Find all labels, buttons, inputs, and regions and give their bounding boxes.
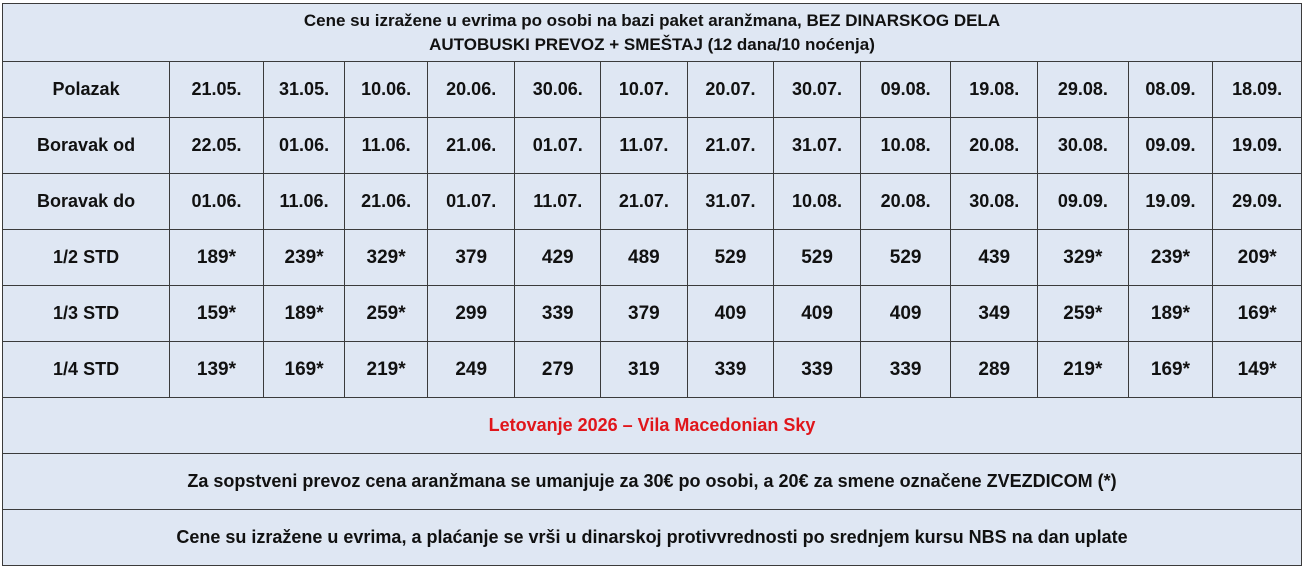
date-cell: 01.07. <box>427 174 515 230</box>
date-cell: 20.08. <box>860 174 951 230</box>
row-std-4 <box>3 342 1302 398</box>
date-cell: 18.09. <box>1213 62 1302 118</box>
row-boravak-od <box>3 118 1302 174</box>
price-cell: 339 <box>860 342 951 398</box>
date-cell: 21.07. <box>601 174 688 230</box>
price-cell: 429 <box>515 230 601 286</box>
price-cell: 489 <box>601 230 688 286</box>
date-cell: 31.07. <box>774 118 861 174</box>
price-cell: 219* <box>1038 342 1129 398</box>
date-cell: 31.07. <box>687 174 774 230</box>
header-line-2: AUTOBUSKI PREVOZ + SMEŠTAJ (12 dana/10 noćenja) <box>429 34 875 54</box>
price-cell: 409 <box>774 286 861 342</box>
date-cell: 01.06. <box>170 174 264 230</box>
price-cell: 159* <box>170 286 264 342</box>
header-line-1: Cene su izražene u evrima po osobi na bazi paket aranžmana, BEZ DINARSKOG DELA <box>303 10 1001 30</box>
date-cell: 10.08. <box>860 118 951 174</box>
date-cell: 11.07. <box>515 174 601 230</box>
date-cell: 20.07. <box>687 62 774 118</box>
price-cell: 379 <box>601 286 688 342</box>
price-cell: 189* <box>170 230 264 286</box>
row-label-std-2: 1/2 STD <box>3 230 170 286</box>
row-title <box>3 398 1302 454</box>
price-cell: 339 <box>515 286 601 342</box>
price-cell: 239* <box>1128 230 1213 286</box>
date-cell: 19.08. <box>951 62 1038 118</box>
table-header <box>3 4 1302 62</box>
price-cell: 169* <box>1128 342 1213 398</box>
date-cell: 30.08. <box>951 174 1038 230</box>
date-cell: 01.07. <box>515 118 601 174</box>
date-cell: 19.09. <box>1213 118 1302 174</box>
date-cell: 19.09. <box>1128 174 1213 230</box>
row-std-2 <box>3 230 1302 286</box>
date-cell: 21.06. <box>345 174 428 230</box>
date-cell: 20.06. <box>427 62 515 118</box>
price-cell: 339 <box>774 342 861 398</box>
row-label-std-3: 1/3 STD <box>3 286 170 342</box>
row-polazak <box>3 62 1302 118</box>
date-cell: 10.06. <box>345 62 428 118</box>
price-cell: 259* <box>1038 286 1129 342</box>
price-cell: 279 <box>515 342 601 398</box>
date-cell: 09.08. <box>860 62 951 118</box>
date-cell: 01.06. <box>263 118 345 174</box>
date-cell: 21.05. <box>170 62 264 118</box>
payment-note: Cene su izražene u evrima, a plaćanje se vrši u dinarskoj protivvrednosti po srednjem kursu NBS na dan uplate <box>3 510 1302 566</box>
price-cell: 249 <box>427 342 515 398</box>
date-cell: 09.09. <box>1128 118 1213 174</box>
price-cell: 189* <box>263 286 345 342</box>
row-label-boravak-od: Boravak od <box>3 118 170 174</box>
row-boravak-do <box>3 174 1302 230</box>
price-cell: 409 <box>860 286 951 342</box>
price-cell: 329* <box>345 230 428 286</box>
date-cell: 29.08. <box>1038 62 1129 118</box>
row-std-3 <box>3 286 1302 342</box>
price-cell: 409 <box>687 286 774 342</box>
date-cell: 29.09. <box>1213 174 1302 230</box>
date-cell: 30.08. <box>1038 118 1129 174</box>
price-cell: 169* <box>1213 286 1302 342</box>
price-cell: 379 <box>427 230 515 286</box>
price-cell: 329* <box>1038 230 1129 286</box>
price-cell: 289 <box>951 342 1038 398</box>
date-cell: 10.08. <box>774 174 861 230</box>
row-label-std-4: 1/4 STD <box>3 342 170 398</box>
date-cell: 10.07. <box>601 62 688 118</box>
date-cell: 08.09. <box>1128 62 1213 118</box>
date-cell: 11.06. <box>345 118 428 174</box>
date-cell: 22.05. <box>170 118 264 174</box>
date-cell: 21.07. <box>687 118 774 174</box>
price-cell: 259* <box>345 286 428 342</box>
price-cell: 339 <box>687 342 774 398</box>
price-cell: 169* <box>263 342 345 398</box>
price-cell: 439 <box>951 230 1038 286</box>
price-cell: 529 <box>774 230 861 286</box>
price-cell: 349 <box>951 286 1038 342</box>
date-cell: 30.07. <box>774 62 861 118</box>
price-cell: 239* <box>263 230 345 286</box>
date-cell: 21.06. <box>427 118 515 174</box>
price-cell: 139* <box>170 342 264 398</box>
transport-note: Za sopstveni prevoz cena aranžmana se umanjuje za 30€ po osobi, a 20€ za smene označene ZVEZDICOM (*) <box>3 454 1302 510</box>
price-cell: 319 <box>601 342 688 398</box>
price-cell: 189* <box>1128 286 1213 342</box>
row-note-2 <box>3 510 1302 566</box>
offer-title: Letovanje 2026 – Vila Macedonian Sky <box>3 398 1302 454</box>
price-table <box>2 3 1302 566</box>
price-cell: 149* <box>1213 342 1302 398</box>
price-cell: 209* <box>1213 230 1302 286</box>
row-note-1 <box>3 454 1302 510</box>
row-label-boravak-do: Boravak do <box>3 174 170 230</box>
date-cell: 09.09. <box>1038 174 1129 230</box>
date-cell: 31.05. <box>263 62 345 118</box>
header-row <box>3 4 1302 62</box>
price-cell: 219* <box>345 342 428 398</box>
date-cell: 20.08. <box>951 118 1038 174</box>
price-cell: 299 <box>427 286 515 342</box>
date-cell: 30.06. <box>515 62 601 118</box>
row-label-polazak: Polazak <box>3 62 170 118</box>
price-cell: 529 <box>687 230 774 286</box>
price-cell: 529 <box>860 230 951 286</box>
date-cell: 11.07. <box>601 118 688 174</box>
date-cell: 11.06. <box>263 174 345 230</box>
